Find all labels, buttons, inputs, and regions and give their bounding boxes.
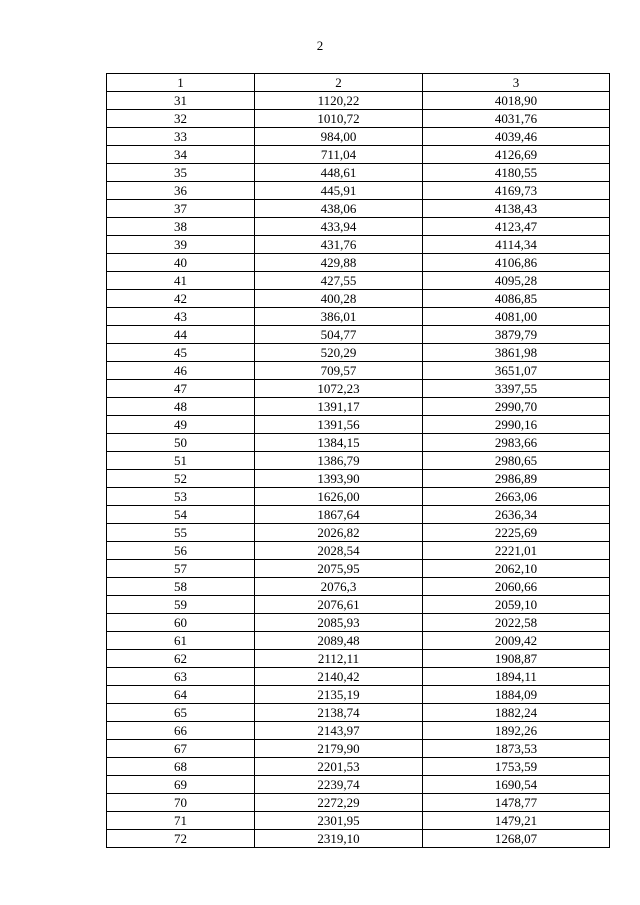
table-row: [107, 380, 610, 398]
table-cell-col-1: 66: [107, 722, 255, 740]
table-cell-col-2: 2143,97: [255, 722, 423, 740]
table-cell-col-3: 1884,09: [423, 686, 610, 704]
table-cell-col-3: 2983,66: [423, 434, 610, 452]
table-row: [107, 362, 610, 380]
table-cell-col-3: 4031,76: [423, 110, 610, 128]
table-cell-col-1: 41: [107, 272, 255, 290]
table-cell-col-3: 4018,90: [423, 92, 610, 110]
table-cell-col-1: 37: [107, 200, 255, 218]
table-cell-col-3: 4095,28: [423, 272, 610, 290]
table-cell-col-3: 4138,43: [423, 200, 610, 218]
table-cell-col-2: 2140,42: [255, 668, 423, 686]
table-cell-col-1: 40: [107, 254, 255, 272]
table-row: [107, 794, 610, 812]
table-cell-col-2: 1384,15: [255, 434, 423, 452]
table-cell-col-2: 2028,54: [255, 542, 423, 560]
table-cell-col-1: 33: [107, 128, 255, 146]
table-row: [107, 344, 610, 362]
table-cell-col-3: 4169,73: [423, 182, 610, 200]
table-cell-col-1: 43: [107, 308, 255, 326]
table-row: [107, 686, 610, 704]
table-cell-col-1: 45: [107, 344, 255, 362]
table-cell-col-2: 1386,79: [255, 452, 423, 470]
table-cell-col-3: 2980,65: [423, 452, 610, 470]
header-row: [107, 74, 610, 92]
coordinates-table: [106, 73, 610, 848]
table-row: [107, 632, 610, 650]
table-cell-col-1: 65: [107, 704, 255, 722]
table-row: [107, 146, 610, 164]
table-cell-col-1: 46: [107, 362, 255, 380]
table-cell-col-3: 2225,69: [423, 524, 610, 542]
table-cell-col-1: 56: [107, 542, 255, 560]
table-row: [107, 110, 610, 128]
table-row: [107, 434, 610, 452]
table-row: [107, 776, 610, 794]
table-cell-col-3: 1908,87: [423, 650, 610, 668]
table-cell-col-2: 2138,74: [255, 704, 423, 722]
table-cell-col-2: 2239,74: [255, 776, 423, 794]
table-cell-col-1: 35: [107, 164, 255, 182]
table-body: [107, 92, 610, 848]
table-cell-col-1: 38: [107, 218, 255, 236]
table-cell-col-1: 58: [107, 578, 255, 596]
table-cell-col-3: 2022,58: [423, 614, 610, 632]
table-cell-col-1: 71: [107, 812, 255, 830]
table-cell-col-1: 59: [107, 596, 255, 614]
table-cell-col-3: 2060,66: [423, 578, 610, 596]
table-row: [107, 668, 610, 686]
table-cell-col-2: 709,57: [255, 362, 423, 380]
table-row: [107, 488, 610, 506]
table-cell-col-1: 69: [107, 776, 255, 794]
table-cell-col-1: 62: [107, 650, 255, 668]
table-cell-col-3: 4123,47: [423, 218, 610, 236]
table-cell-col-2: 2179,90: [255, 740, 423, 758]
column-header-3: 3: [423, 74, 610, 92]
table-cell-col-3: 4114,34: [423, 236, 610, 254]
table-cell-col-3: 1894,11: [423, 668, 610, 686]
table-row: [107, 398, 610, 416]
table-row: [107, 416, 610, 434]
table-cell-col-1: 68: [107, 758, 255, 776]
table-row: [107, 164, 610, 182]
table-cell-col-3: 4106,86: [423, 254, 610, 272]
table-cell-col-1: 53: [107, 488, 255, 506]
table-cell-col-3: 1268,07: [423, 830, 610, 848]
table-row: [107, 524, 610, 542]
table-cell-col-2: 386,01: [255, 308, 423, 326]
table-cell-col-3: 1873,53: [423, 740, 610, 758]
table-row: [107, 200, 610, 218]
table-cell-col-2: 1072,23: [255, 380, 423, 398]
table-cell-col-3: 4039,46: [423, 128, 610, 146]
table-row: [107, 128, 610, 146]
table-cell-col-2: 1391,56: [255, 416, 423, 434]
column-header-2: 2: [255, 74, 423, 92]
table-row: [107, 542, 610, 560]
table-cell-col-2: 1391,17: [255, 398, 423, 416]
table-cell-col-3: 2009,42: [423, 632, 610, 650]
table-cell-col-3: 2990,16: [423, 416, 610, 434]
table-cell-col-2: 711,04: [255, 146, 423, 164]
table-cell-col-2: 520,29: [255, 344, 423, 362]
table-cell-col-3: 2221,01: [423, 542, 610, 560]
table-row: [107, 560, 610, 578]
table-row: [107, 290, 610, 308]
table-cell-col-3: 3397,55: [423, 380, 610, 398]
table-cell-col-2: 400,28: [255, 290, 423, 308]
table-cell-col-2: 2089,48: [255, 632, 423, 650]
table-cell-col-3: 2062,10: [423, 560, 610, 578]
table-row: [107, 830, 610, 848]
table-cell-col-3: 2663,06: [423, 488, 610, 506]
table-row: [107, 740, 610, 758]
table-row: [107, 254, 610, 272]
table-cell-col-2: 431,76: [255, 236, 423, 254]
table-cell-col-2: 2085,93: [255, 614, 423, 632]
table-cell-col-3: 3651,07: [423, 362, 610, 380]
table-row: [107, 182, 610, 200]
table-cell-col-1: 31: [107, 92, 255, 110]
table-row: [107, 470, 610, 488]
table-cell-col-3: 1892,26: [423, 722, 610, 740]
table-cell-col-2: 1626,00: [255, 488, 423, 506]
table-cell-col-3: 4086,85: [423, 290, 610, 308]
table-cell-col-1: 72: [107, 830, 255, 848]
page-number: 2: [316, 38, 324, 53]
table-row: [107, 758, 610, 776]
table-cell-col-2: 2319,10: [255, 830, 423, 848]
table-cell-col-2: 2026,82: [255, 524, 423, 542]
table-cell-col-1: 67: [107, 740, 255, 758]
table-cell-col-2: 2112,11: [255, 650, 423, 668]
table-cell-col-2: 2135,19: [255, 686, 423, 704]
table-cell-col-1: 70: [107, 794, 255, 812]
table-row: [107, 92, 610, 110]
table-row: [107, 326, 610, 344]
table-cell-col-3: 2990,70: [423, 398, 610, 416]
table-cell-col-2: 984,00: [255, 128, 423, 146]
table-row: [107, 308, 610, 326]
table-cell-col-2: 445,91: [255, 182, 423, 200]
table-row: [107, 578, 610, 596]
table-cell-col-2: 427,55: [255, 272, 423, 290]
table-row: [107, 218, 610, 236]
table-cell-col-1: 60: [107, 614, 255, 632]
table-cell-col-1: 61: [107, 632, 255, 650]
table-cell-col-1: 32: [107, 110, 255, 128]
table-cell-col-3: 2059,10: [423, 596, 610, 614]
table-cell-col-1: 34: [107, 146, 255, 164]
table-row: [107, 812, 610, 830]
table-cell-col-3: 1478,77: [423, 794, 610, 812]
column-header-1: 1: [107, 74, 255, 92]
table-cell-col-2: 1867,64: [255, 506, 423, 524]
table-cell-col-3: 1690,54: [423, 776, 610, 794]
table-cell-col-2: 1120,22: [255, 92, 423, 110]
table-row: [107, 614, 610, 632]
table-cell-col-1: 55: [107, 524, 255, 542]
table-cell-col-2: 2075,95: [255, 560, 423, 578]
table-cell-col-3: 3861,98: [423, 344, 610, 362]
table-cell-col-2: 2272,29: [255, 794, 423, 812]
table-cell-col-1: 64: [107, 686, 255, 704]
table-cell-col-1: 48: [107, 398, 255, 416]
table-row: [107, 722, 610, 740]
table-cell-col-1: 44: [107, 326, 255, 344]
table-cell-col-1: 57: [107, 560, 255, 578]
table-row: [107, 596, 610, 614]
table-cell-col-1: 36: [107, 182, 255, 200]
table-cell-col-2: 448,61: [255, 164, 423, 182]
table-cell-col-3: 3879,79: [423, 326, 610, 344]
table-cell-col-2: 1393,90: [255, 470, 423, 488]
table-cell-col-2: 2201,53: [255, 758, 423, 776]
table-cell-col-1: 39: [107, 236, 255, 254]
table-cell-col-3: 4081,00: [423, 308, 610, 326]
table-cell-col-2: 504,77: [255, 326, 423, 344]
table-cell-col-1: 54: [107, 506, 255, 524]
table-cell-col-2: 429,88: [255, 254, 423, 272]
table-row: [107, 452, 610, 470]
table-cell-col-3: 4126,69: [423, 146, 610, 164]
table-cell-col-2: 438,06: [255, 200, 423, 218]
table-cell-col-2: 2301,95: [255, 812, 423, 830]
table-cell-col-3: 1479,21: [423, 812, 610, 830]
table-row: [107, 506, 610, 524]
table-cell-col-3: 4180,55: [423, 164, 610, 182]
table-row: [107, 704, 610, 722]
table-cell-col-3: 1753,59: [423, 758, 610, 776]
table-cell-col-1: 49: [107, 416, 255, 434]
table-cell-col-1: 42: [107, 290, 255, 308]
table-row: [107, 272, 610, 290]
table-row: [107, 650, 610, 668]
table-cell-col-1: 50: [107, 434, 255, 452]
table-row: [107, 236, 610, 254]
table-cell-col-2: 433,94: [255, 218, 423, 236]
table-cell-col-2: 1010,72: [255, 110, 423, 128]
table-cell-col-1: 51: [107, 452, 255, 470]
table-cell-col-2: 2076,61: [255, 596, 423, 614]
table-cell-col-3: 2986,89: [423, 470, 610, 488]
table-cell-col-1: 52: [107, 470, 255, 488]
table-cell-col-1: 63: [107, 668, 255, 686]
table-header: [107, 74, 610, 92]
table-cell-col-3: 2636,34: [423, 506, 610, 524]
table-cell-col-2: 2076,3: [255, 578, 423, 596]
table-cell-col-1: 47: [107, 380, 255, 398]
table-cell-col-3: 1882,24: [423, 704, 610, 722]
